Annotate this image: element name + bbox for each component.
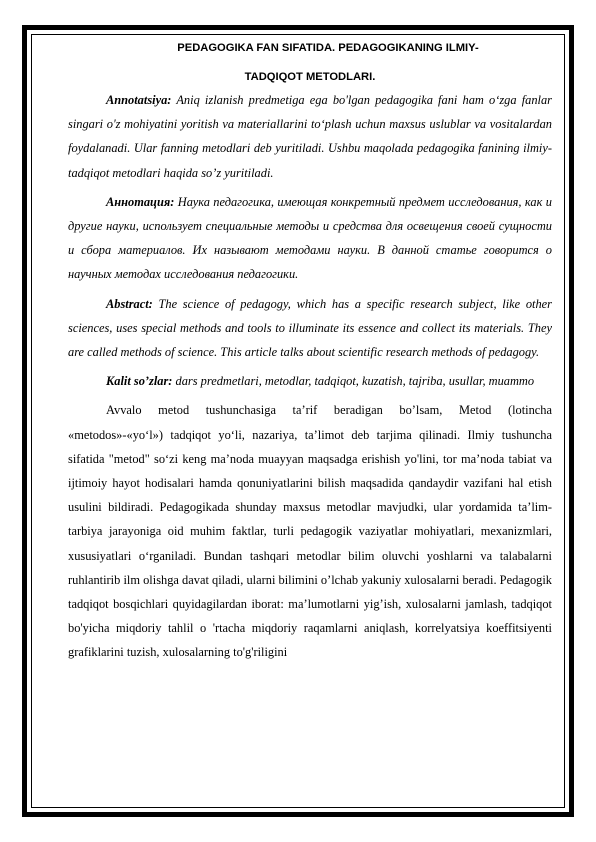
- annotation-russian: [68, 190, 552, 287]
- annotation-russian-label: Аннотация:: [106, 194, 175, 209]
- abstract-english-label: Abstract:: [106, 296, 153, 311]
- annotation-uzbek-label: Annotatsiya:: [106, 93, 172, 107]
- annotation-uzbek: [68, 88, 552, 185]
- annotation-uzbek-text: Aniq izlanish predmetiga ega bo'lgan pedagogika fani ham o‘zga fanlar singari o'z mohiyatini yoritish va materiallarini to‘plash uchun maxsus uslublar va vositalardan foydalanadi. Ular fanning metodlari deb yuritiladi. Ushbu maqolada pedagogika fanining ilmiy-tadqiqot metodlari haqida so’z yuritiladi.: [68, 93, 552, 180]
- annotation-russian-text: Наука педагогика, имеющая конкретный предмет исследования, как и другие науки, использует специальные методы и средства для освещения своей сущности и сбора материалов. Их называют методами науки. В данной статье говорится о научных методах исследования педагогики.: [68, 194, 552, 282]
- article-title-line-2: TADQIQOT METODLARI.: [244, 71, 376, 83]
- keywords-text: dars predmetlari, metodlar, tadqiqot, kuzatish, tajriba, usullar, muammo: [172, 374, 535, 389]
- document-content: [68, 38, 552, 670]
- keywords: [68, 369, 552, 393]
- body-paragraph: Avvalo metod tushunchasiga ta’rif beradigan bo’lsam, Metod (lotincha «metodos»-«yo‘l») tadqiqot yo‘li, nazariya, ta’limot deb tarjima qilinadi. Ilmiy tushuncha sifatida "metod" so‘zi keng ma’noda muayyan maqsadga erishish yo'lini, tor ma’noda tabiat va ijtimoiy hayot hodisalari hamda qonuniyatlarini bilish maqsadida qandaydir vazifani hal etish usulini bildiradi. Pedagogikada shunday maxsus metodlar mavjudki, ular yordamida ta’lim-tarbiya jarayoniga oid muhim faktlar, turli pedagogik vaziyatlar mohiyatlari, mexanizmlari, xususiyatlari o‘rganiladi. Bundan tashqari metodlar bilim oluvchi yoshlarni va talabalarni ruhlantirib ilm olishga davat qiladi, ularni bilimini o’lchab yakuniy xulosalarni beradi. Pedagogik tadqiqot bosqichlari quyidagilardan iborat: ma’lumotlarni yig’ish, xulosalarni jamlash, tadqiqot bo'yicha miqdoriy tahlil o 'rtacha miqdoriy raqamlarni aniqlash, korrelyatsiya koeffitsiyenti grafiklarini tuzish, xulosalarning to'g'riligini: [68, 403, 552, 660]
- abstract-english: [68, 292, 552, 365]
- abstract-english-text: The science of pedagogy, which has a specific research subject, like other sciences, uses special methods and tools to illuminate its essence and collect its materials. They are called methods of science. This article talks about scientific research methods of pedagogy.: [68, 296, 552, 360]
- keywords-label: Kalit so’zlar:: [106, 374, 173, 389]
- article-title-line-1: PEDAGOGIKA FAN SIFATIDA. PEDAGOGIKANING ILMIY-: [177, 42, 479, 54]
